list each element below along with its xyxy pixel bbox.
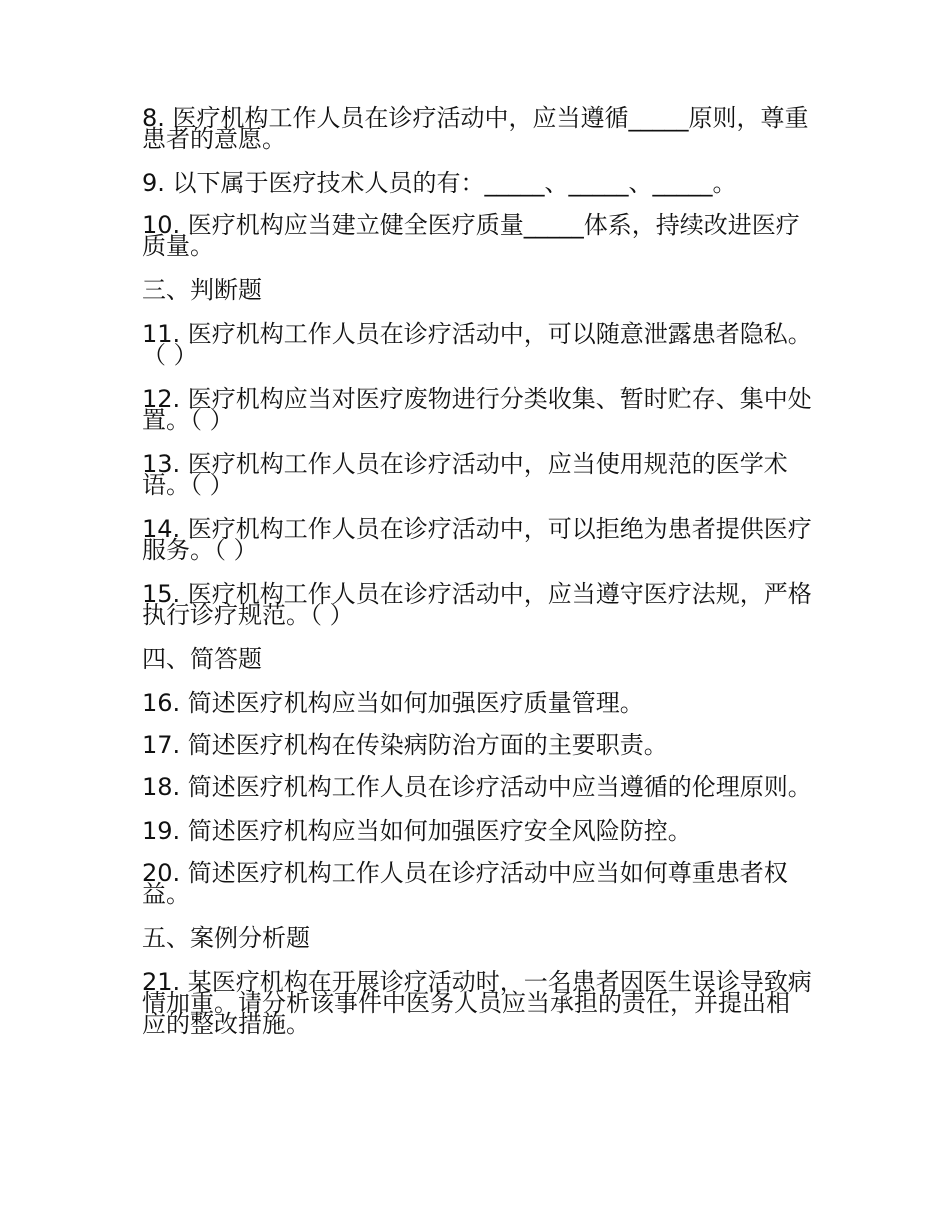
question-9: 9. 以下属于医疗技术人员的有：_____、_____、_____。 <box>142 169 737 197</box>
section-short-answer: 四、简答题 <box>142 645 262 673</box>
question-16: 16. 简述医疗机构应当如何加强医疗质量管理。 <box>142 689 644 717</box>
section-judgment: 三、判断题 <box>142 276 262 304</box>
question-20: 20. 简述医疗机构工作人员在诊疗活动中应当如何尊重患者权益。 <box>142 859 788 908</box>
section-case-analysis: 五、案例分析题 <box>142 924 310 952</box>
question-10: 10. 医疗机构应当建立健全医疗质量_____体系，持续改进医疗质量。 <box>142 211 800 260</box>
question-12: 12. 医疗机构应当对医疗废物进行分类收集、暂时贮存、集中处置。（ ） <box>142 385 812 434</box>
document-content <box>142 104 812 1058</box>
question-14: 14. 医疗机构工作人员在诊疗活动中，可以拒绝为患者提供医疗服务。（ ） <box>142 515 812 564</box>
question-18: 18. 简述医疗机构工作人员在诊疗活动中应当遵循的伦理原则。 <box>142 773 812 801</box>
question-19: 19. 简述医疗机构应当如何加强医疗安全风险防控。 <box>142 817 692 845</box>
question-13: 13. 医疗机构工作人员在诊疗活动中，应当使用规范的医学术语。（ ） <box>142 450 788 499</box>
question-8: 8. 医疗机构工作人员在诊疗活动中，应当遵循_____原则，尊重患者的意愿。 <box>142 104 809 153</box>
question-11: 11. 医疗机构工作人员在诊疗活动中，可以随意泄露患者隐私。（ ） <box>142 320 812 369</box>
question-17: 17. 简述医疗机构在传染病防治方面的主要职责。 <box>142 731 668 759</box>
question-15: 15. 医疗机构工作人员在诊疗活动中，应当遵守医疗法规，严格执行诊疗规范。（ ） <box>142 580 812 629</box>
question-21: 21. 某医疗机构在开展诊疗活动时，一名患者因医生误诊导致病情加重。请分析该事件中医务人员应当承担的责任，并提出相应的整改措施。 <box>142 968 812 1038</box>
